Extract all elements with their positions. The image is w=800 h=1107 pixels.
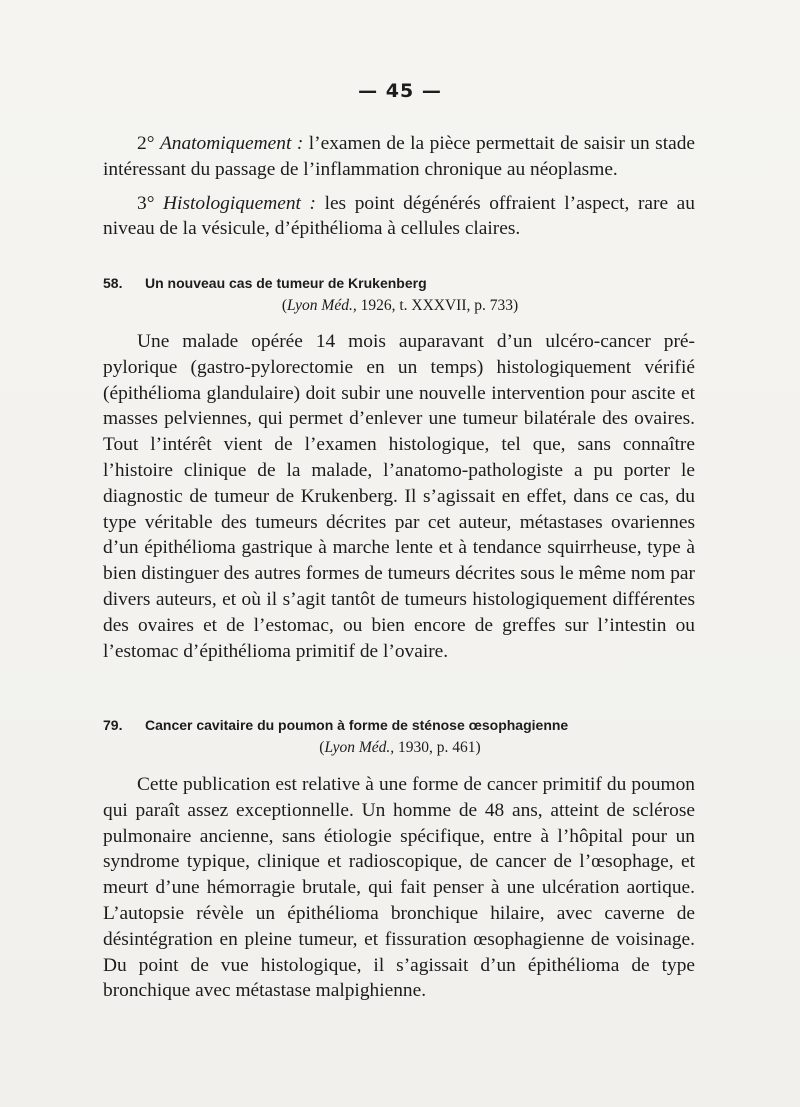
section-reference: (Lyon Méd., 1930, p. 461) — [319, 739, 481, 756]
item-text: l’examen de la pièce permettait de saisir un stade intéressant du passage de l’inflammation chronique au néoplasme. — [103, 133, 695, 180]
ref-journal: Lyon Méd., — [324, 739, 395, 756]
ref-details: 1930, p. 461) — [398, 739, 481, 756]
item-marker: 3° — [137, 192, 155, 214]
section-number: 58. — [103, 275, 123, 291]
item-term: Anatomiquement : — [159, 133, 304, 154]
section-number: 79. — [103, 717, 123, 733]
section-title: Un nouveau cas de tumeur de Krukenberg — [145, 275, 427, 291]
ref-journal: Lyon Méd., — [287, 297, 357, 314]
ref-details: 1926, t. XXXVII, p. 733) — [360, 297, 519, 314]
section-reference: (Lyon Méd., 1926, t. XXXVII, p. 733) — [281, 297, 519, 314]
section-title: Cancer cavitaire du poumon à forme de sténose œsophagienne — [145, 717, 569, 733]
body-paragraph: Cette publication est relative à une forme de cancer primitif du poumon qui paraît assez exceptionnelle. Un homme de 48 ans, atteint de sclérose pulmonaire ancienne, sans étiologie spécifique, entre à l’hôpital pour un syndrome typique, clinique et radioscopique, de cancer de l’œsophage, et meurt d’une hémorragie brutale, qui fait penser à une ulcération aortique. L’autopsie révèle un épithélioma bronchique hilaire, avec caverne de désintégration en pleine tumeur, et fissuration œsophagienne de voisinage. Du point de vue histologique, il s’agissait d’un épithélioma de type bronchique avec métastase malpighienne. — [103, 774, 695, 1002]
item-marker: 2° — [137, 133, 155, 154]
item-term: Histologiquement : — [163, 192, 316, 214]
section-heading — [103, 717, 703, 733]
page-number: — 45 — — [358, 80, 442, 102]
list-item — [103, 191, 695, 243]
list-item — [103, 131, 695, 183]
intro-items — [103, 131, 695, 242]
section-body — [103, 772, 695, 1004]
section-heading — [103, 275, 703, 291]
section-body — [103, 329, 695, 664]
item-text: les point dégénérés offraient l’aspect, rare au niveau de la vésicule, d’épithélioma à cellules claires. — [103, 192, 695, 240]
body-paragraph: Une malade opérée 14 mois auparavant d’un ulcéro-cancer pré-pylorique (gastro-pylorectomie en un temps) histologiquement vérifié (épithélioma glandulaire) doit subir une nouvelle intervention pour ascite et masses pelviennes, qui permet d’enlever une tumeur bilatérale des ovaires. Tout l’intérêt vient de l’examen histologique, tel que, sans connaître l’histoire clinique de la malade, l’anatomo-pathologiste a pu porter le diagnostic de tumeur de Krukenberg. Il s’agissait en effet, dans ce cas, du type véritable des tumeurs décrites par cet auteur, métastases ovariennes d’un épithélioma gastrique à marche lente et à tendance squirrheuse, type à bien distinguer des autres formes de tumeurs décrites sous le même nom par divers auteurs, et où il s’agit tantôt de tumeurs histologiquement différentes des ovaires et de l’estomac, ou bien encore de greffes sur l’intestin ou l’estomac d’épithélioma primitif de l’ovaire. — [103, 331, 695, 662]
